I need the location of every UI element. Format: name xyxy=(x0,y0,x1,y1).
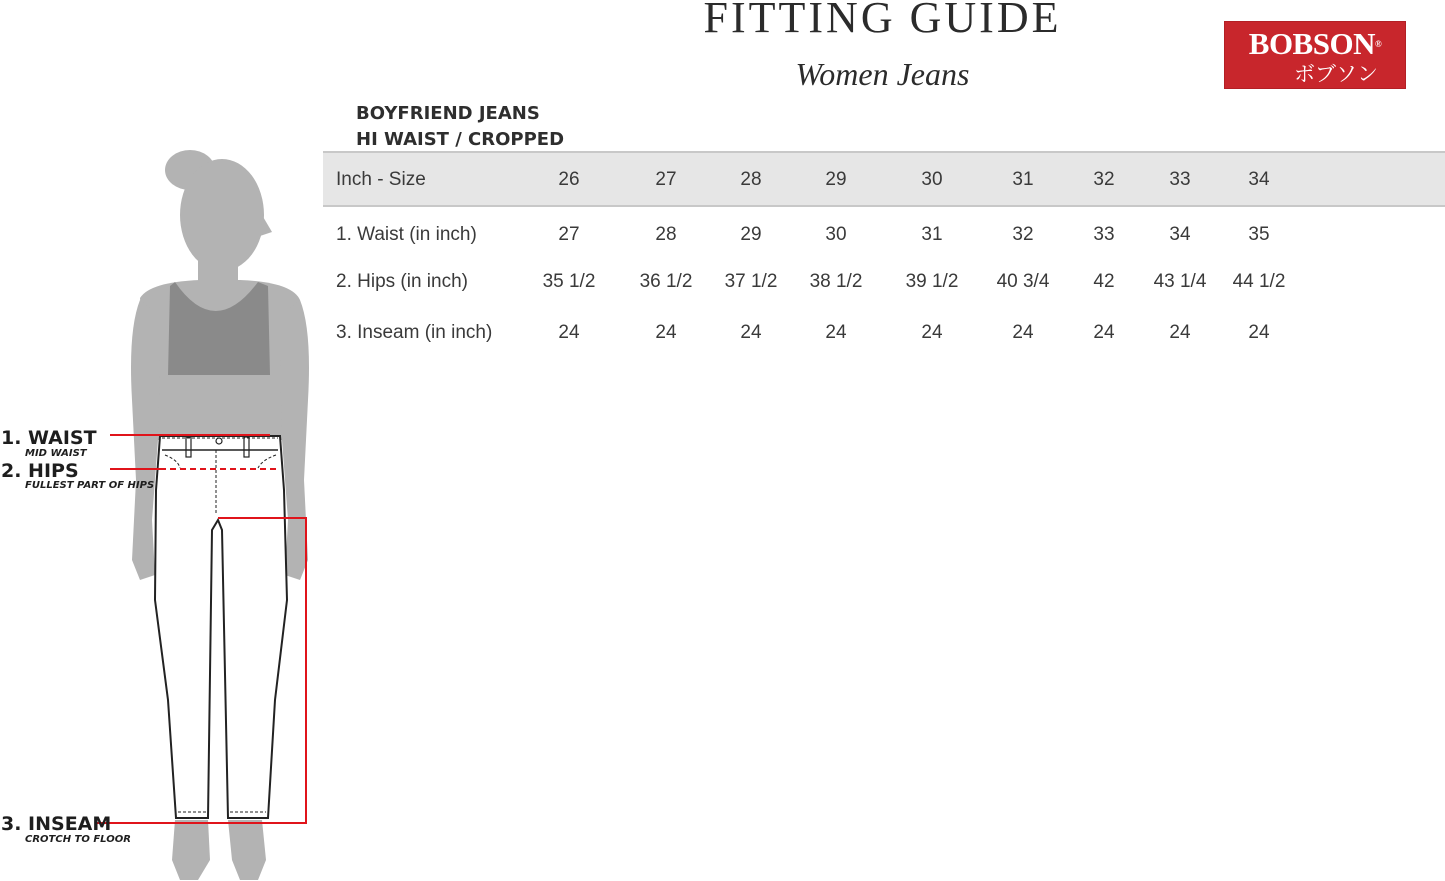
brand-name: BOBSON xyxy=(1248,26,1375,61)
row-label: 1. Waist (in inch) xyxy=(336,224,477,245)
table-cell: 35 xyxy=(1248,224,1270,245)
table-cell: 35 1/2 xyxy=(542,271,596,292)
size-header-cell: 29 xyxy=(825,169,847,190)
product-line-1: BOYFRIEND JEANS xyxy=(356,103,540,124)
hips-label: 2. HIPS xyxy=(1,460,79,482)
table-cell: 36 1/2 xyxy=(639,271,693,292)
size-header-cell: 28 xyxy=(740,169,762,190)
size-header-cell: 26 xyxy=(558,169,580,190)
table-cell: 38 1/2 xyxy=(809,271,863,292)
table-cell: 24 xyxy=(740,322,762,343)
table-cell: 30 xyxy=(825,224,847,245)
size-header-cell: 32 xyxy=(1093,169,1115,190)
table-cell: 32 xyxy=(1012,224,1034,245)
model-figure xyxy=(0,140,330,881)
row-label: 2. Hips (in inch) xyxy=(336,271,468,292)
hips-note: FULLEST PART OF HIPS xyxy=(25,480,155,491)
table-cell: 24 xyxy=(825,322,847,343)
table-cell: 24 xyxy=(655,322,677,343)
table-cell: 24 xyxy=(558,322,580,343)
table-cell: 24 xyxy=(1248,322,1270,343)
table-cell: 24 xyxy=(1012,322,1034,343)
size-header-cell: 30 xyxy=(921,169,943,190)
registered-mark: ® xyxy=(1374,39,1382,49)
table-cell: 29 xyxy=(740,224,762,245)
brand-kana: ボブソン xyxy=(1294,62,1378,86)
table-cell: 27 xyxy=(558,224,580,245)
waist-label: 1. WAIST xyxy=(1,427,97,449)
size-header-label: Inch - Size xyxy=(336,169,426,190)
table-cell: 24 xyxy=(921,322,943,343)
product-line-2: HI WAIST / CROPPED xyxy=(356,129,565,150)
size-header-cell: 33 xyxy=(1169,169,1191,190)
size-header-cell: 31 xyxy=(1012,169,1034,190)
table-cell: 40 3/4 xyxy=(996,271,1050,292)
row-label: 3. Inseam (in inch) xyxy=(336,322,493,343)
waist-note: MID WAIST xyxy=(25,448,87,459)
table-cell: 33 xyxy=(1093,224,1115,245)
table-cell: 24 xyxy=(1093,322,1115,343)
jeans-outline xyxy=(155,436,287,818)
table-cell: 31 xyxy=(921,224,943,245)
product-name xyxy=(356,101,564,153)
size-header-cell: 34 xyxy=(1248,169,1270,190)
table-cell: 24 xyxy=(1169,322,1191,343)
table-cell: 34 xyxy=(1169,224,1191,245)
inseam-note: CROTCH TO FLOOR xyxy=(25,834,131,845)
page-title: FITTING GUIDE xyxy=(703,0,1062,42)
size-header-cell: 27 xyxy=(655,169,677,190)
table-cell: 37 1/2 xyxy=(724,271,778,292)
table-cell: 43 1/4 xyxy=(1153,271,1207,292)
table-cell: 44 1/2 xyxy=(1232,271,1286,292)
inseam-label: 3. INSEAM xyxy=(1,813,112,835)
table-cell: 39 1/2 xyxy=(905,271,959,292)
table-cell: 42 xyxy=(1093,271,1115,292)
brand-logo xyxy=(1224,21,1406,89)
page-subtitle: Women Jeans xyxy=(795,56,970,92)
table-cell: 28 xyxy=(655,224,677,245)
